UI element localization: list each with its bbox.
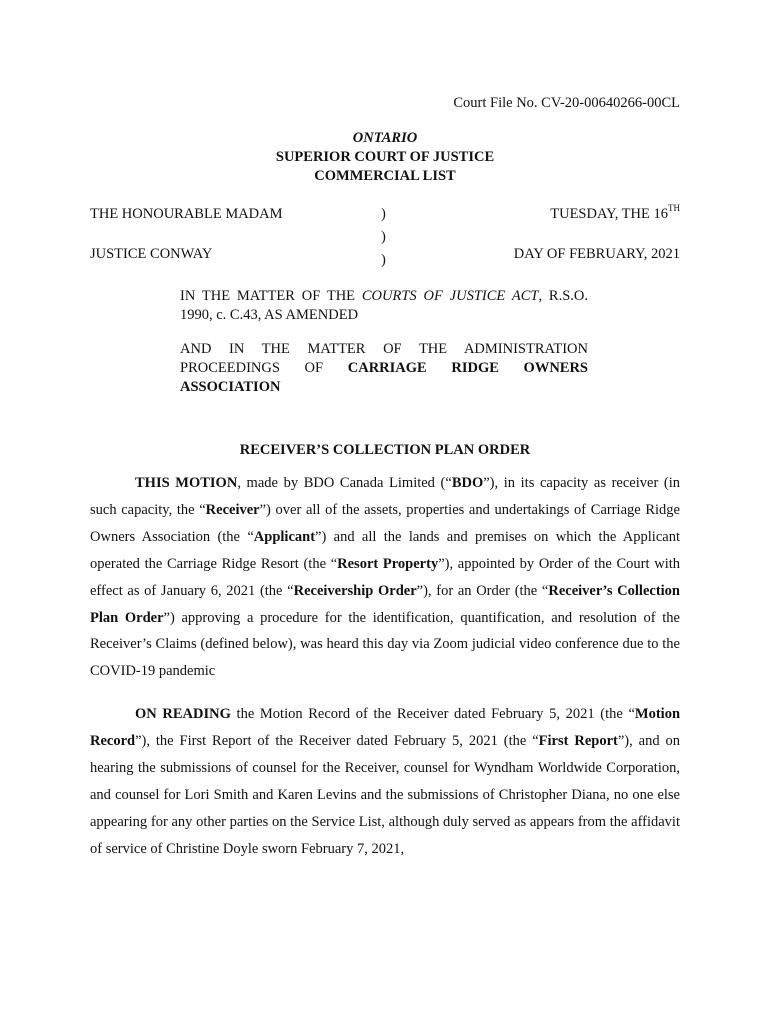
p1-s13: Receiver’s Collection Plan Order [90,582,680,626]
p1-s5: Receiver [205,501,260,518]
p2-s5: First Report [538,732,618,749]
matter1-prefix: IN THE MATTER OF THE [180,288,362,304]
p1-s3: BDO [451,475,484,491]
p2-s2: the Motion Record of the Receiver dated February 5, 2021 (the “ [230,706,635,722]
p1-s2: , made by BDO Canada Limited (“ [237,475,452,491]
p1-s10: ”), appointed by Order of the Court with effect as of January 6, 2021 (the “ [90,555,680,599]
p1-s1: THIS MOTION [135,475,238,491]
p2-s6: ”), and on hearing the submissions of counsel for the Receiver, counsel for Wyndham Worldwide Corporation, and counsel for Lori Smith and Karen Levins and the submissions of Christopher Diana, no one else appearing for any other parties on the Service List, although duly served as appears from the affidavit of service of Christine Doyle sworn February 7, 2021, [90,732,681,857]
matter2-prefix: AND IN THE MATTER OF THE ADMINISTRATION PROCEEDINGS OF [180,341,588,376]
paragraph-on-reading [90,701,680,862]
date-line-2: DAY OF FEBRUARY, 2021 [513,246,680,262]
p1-s6: ”) over all of the assets, properties and undertakings of Carriage Ridge Owners Association (the “ [90,501,680,545]
p2-s3: Motion Record [90,706,681,749]
judge-line-1: THE HONOURABLE MADAM [90,206,283,222]
date-ordinal: TH [668,203,680,213]
p1-s7: Applicant [253,528,316,545]
jurisdiction: ONTARIO [352,130,418,146]
matter1-suffix: , R.S.O. 1990, c. C.43, AS AMENDED [180,288,588,323]
order-title: RECEIVER’S COLLECTION PLAN ORDER [239,442,531,458]
date-text: TUESDAY, THE 16 [550,206,668,222]
matter-proceedings [180,340,588,397]
caption-bracket-1: ) [381,206,386,222]
p2-s1: ON READING [135,706,231,722]
court-file-number: Court File No. CV-20-00640266-00CL [453,95,680,111]
date-line-1 [550,203,680,223]
p1-s11: Receivership Order [293,582,417,599]
court-name: SUPERIOR COURT OF JUSTICE [275,149,495,165]
paragraph-this-motion [90,470,680,685]
caption-bracket-3: ) [381,252,386,268]
judge-line-2: JUSTICE CONWAY [90,246,213,262]
court-list: COMMERCIAL LIST [314,168,456,184]
court-heading [0,129,770,186]
matter2-party: CARRIAGE RIDGE OWNERS ASSOCIATION [180,360,588,395]
matter1-act: COURTS OF JUSTICE ACT [361,288,539,304]
p1-s12: ”), for an Order (the “ [416,582,549,599]
p2-s4: ”), the First Report of the Receiver dated February 5, 2021 (the “ [135,732,539,749]
p1-s4: ”), in its capacity as receiver (in such capacity, the “ [90,475,680,518]
caption-bracket-2: ) [381,229,386,245]
p1-s14: ”) approving a procedure for the identification, quantification, and resolution of the Receiver’s Claims (defined below), was heard this day via Zoom judicial video conference due to the COVID-19 pandemic [90,609,680,680]
matter-statute [180,287,588,325]
p1-s9: Resort Property [337,555,439,572]
p1-s8: ”) and all the lands and premises on which the Applicant operated the Carriage Ridge Resort (the “ [90,528,680,572]
